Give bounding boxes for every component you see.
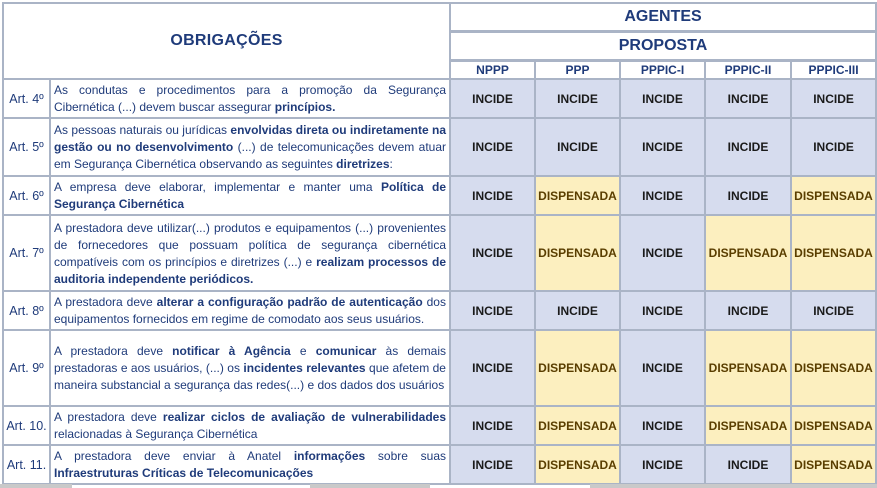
article-number: Art. 9º: [3, 330, 50, 406]
status-cell-pppic-iii: DISPENSADA: [791, 406, 876, 445]
description-emphasis: comunicar: [315, 344, 377, 358]
agent-header-ppp: PPP: [535, 61, 620, 80]
status-cell-pppic-iii: DISPENSADA: [791, 176, 876, 215]
description-emphasis: envolvidas direta ou indiretamente na gestão ou no desenvolvimento: [54, 123, 447, 154]
description-text: A prestadora deve utilizar(...) produtos e equipamentos (...) provenientes de fornecedores que possuam política de segurança cibernética compatíveis com os princípios e diretrizes (...) e: [54, 220, 446, 269]
status-cell-pppic-ii: INCIDE: [705, 176, 791, 215]
status-cell-pppic-i: INCIDE: [620, 330, 705, 406]
article-number: Art. 4º: [3, 79, 50, 118]
description-emphasis: alterar a configuração padrão de autenticação: [156, 295, 423, 309]
description-emphasis: informações: [293, 449, 366, 463]
status-cell-pppic-iii: INCIDE: [791, 291, 876, 330]
description-emphasis: incidentes relevantes: [243, 361, 366, 375]
description-text: A prestadora deve: [54, 295, 157, 309]
status-cell-nppp: INCIDE: [450, 176, 535, 215]
status-cell-nppp: INCIDE: [450, 330, 535, 406]
agent-header-nppp: NPPP: [450, 61, 535, 80]
obligation-description: [50, 330, 450, 406]
obligation-description: [50, 291, 450, 330]
obligation-description: [50, 118, 450, 176]
status-cell-pppic-ii: INCIDE: [705, 118, 791, 176]
status-cell-nppp: INCIDE: [450, 406, 535, 445]
status-cell-ppp: DISPENSADA: [535, 176, 620, 215]
description-text: As pessoas naturais ou jurídicas: [54, 123, 231, 137]
description-text: sobre suas: [365, 449, 446, 463]
article-number: Art. 11.: [3, 445, 50, 484]
agent-header-pppic-ii: PPPIC-II: [705, 61, 791, 80]
status-cell-ppp: INCIDE: [535, 291, 620, 330]
obligation-description: [50, 215, 450, 291]
status-cell-nppp: INCIDE: [450, 118, 535, 176]
obligations-table: [2, 2, 877, 485]
table-row: [3, 118, 876, 176]
description-emphasis: realizam processos de auditoria independente periódicos.: [54, 254, 447, 286]
article-number: Art. 8º: [3, 291, 50, 330]
description-emphasis: Infraestruturas Críticas de Telecomunicações: [54, 466, 314, 480]
table-row: [3, 445, 876, 484]
article-number: Art. 5º: [3, 118, 50, 176]
status-cell-pppic-iii: DISPENSADA: [791, 445, 876, 484]
description-text: :: [389, 157, 393, 171]
description-emphasis: diretrizes: [336, 157, 390, 171]
description-text: A prestadora deve: [54, 410, 163, 424]
obligation-description: [50, 176, 450, 215]
description-text: às demais prestadoras e aos usuários, (...) os: [54, 344, 447, 375]
status-cell-pppic-ii: INCIDE: [705, 291, 791, 330]
agentes-header: AGENTES: [450, 3, 876, 32]
description-text: relacionadas à Segurança Cibernética: [54, 427, 258, 441]
status-cell-pppic-i: INCIDE: [620, 406, 705, 445]
status-cell-ppp: DISPENSADA: [535, 330, 620, 406]
description-text: dos equipamentos fornecidos em regime de comodato aos seus usuários.: [54, 295, 446, 326]
agent-header-pppic-iii: PPPIC-III: [791, 61, 876, 80]
proposta-header: PROPOSTA: [450, 32, 876, 61]
status-cell-pppic-i: INCIDE: [620, 79, 705, 118]
status-cell-ppp: INCIDE: [535, 118, 620, 176]
table-row: [3, 79, 876, 118]
bottom-divider: [0, 484, 877, 488]
status-cell-pppic-i: INCIDE: [620, 445, 705, 484]
status-cell-pppic-ii: INCIDE: [705, 79, 791, 118]
obrigacoes-header: OBRIGAÇÕES: [3, 3, 450, 79]
status-cell-nppp: INCIDE: [450, 445, 535, 484]
description-text: e: [290, 344, 316, 358]
status-cell-nppp: INCIDE: [450, 79, 535, 118]
obligation-description: [50, 79, 450, 118]
article-number: Art. 7º: [3, 215, 50, 291]
table-row: [3, 406, 876, 445]
status-cell-ppp: DISPENSADA: [535, 215, 620, 291]
obligation-description: [50, 445, 450, 484]
description-emphasis: Política de Segurança Cibernética: [54, 180, 446, 211]
article-number: Art. 6º: [3, 176, 50, 215]
status-cell-pppic-ii: DISPENSADA: [705, 406, 791, 445]
status-cell-pppic-ii: DISPENSADA: [705, 330, 791, 406]
obligation-description: [50, 406, 450, 445]
description-emphasis: realizar ciclos de avaliação de vulnerabilidades: [162, 410, 447, 424]
table-row: [3, 330, 876, 406]
status-cell-nppp: INCIDE: [450, 215, 535, 291]
status-cell-ppp: INCIDE: [535, 79, 620, 118]
description-emphasis: notificar à Agência: [172, 344, 291, 358]
status-cell-pppic-iii: INCIDE: [791, 79, 876, 118]
description-text: A empresa deve elaborar, implementar e manter uma: [54, 180, 381, 194]
status-cell-pppic-iii: DISPENSADA: [791, 330, 876, 406]
agent-header-pppic-i: PPPIC-I: [620, 61, 705, 80]
status-cell-pppic-ii: DISPENSADA: [705, 215, 791, 291]
status-cell-pppic-i: INCIDE: [620, 215, 705, 291]
status-cell-ppp: DISPENSADA: [535, 445, 620, 484]
article-number: Art. 10.: [3, 406, 50, 445]
description-text: A prestadora deve enviar à Anatel: [54, 449, 294, 463]
status-cell-pppic-iii: DISPENSADA: [791, 215, 876, 291]
table-body: [3, 79, 876, 484]
description-text: A prestadora deve: [54, 344, 173, 358]
status-cell-pppic-ii: INCIDE: [705, 445, 791, 484]
table-row: [3, 215, 876, 291]
status-cell-ppp: DISPENSADA: [535, 406, 620, 445]
description-text: (...) de telecomunicações devem atuar em Segurança Cibernética observando as seguintes: [54, 140, 446, 171]
description-text: que afetem de maneira substancial a segurança das redes(...) e dos dados dos usuários: [54, 361, 446, 392]
table-row: [3, 176, 876, 215]
status-cell-pppic-i: INCIDE: [620, 291, 705, 330]
status-cell-pppic-iii: INCIDE: [791, 118, 876, 176]
status-cell-nppp: INCIDE: [450, 291, 535, 330]
description-text: As condutas e procedimentos para a promoção da Segurança Cibernética (...) devem buscar assegurar: [54, 83, 446, 114]
table-row: [3, 291, 876, 330]
status-cell-pppic-i: INCIDE: [620, 176, 705, 215]
description-emphasis: princípios.: [274, 100, 336, 114]
status-cell-pppic-i: INCIDE: [620, 118, 705, 176]
